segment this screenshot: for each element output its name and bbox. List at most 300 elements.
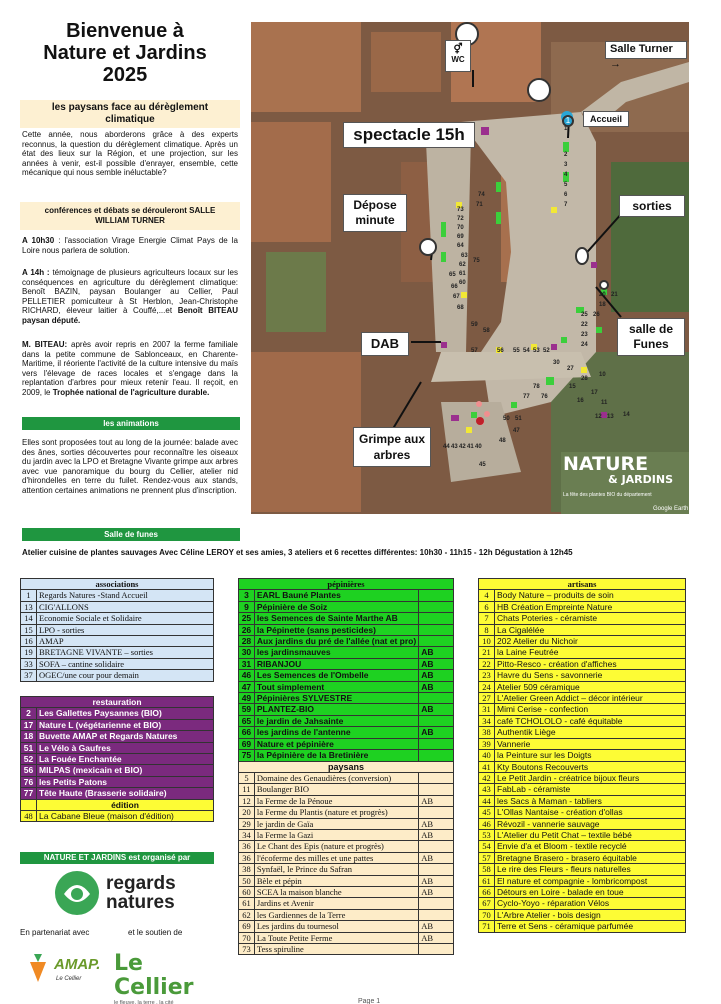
stand-number: 6 bbox=[479, 601, 495, 612]
stand-name: les Semences de Sainte Marthe AB bbox=[254, 613, 418, 624]
artisans-row bbox=[479, 864, 686, 875]
stand-number: 34 bbox=[239, 829, 255, 840]
paysans-row bbox=[239, 818, 454, 829]
stand-number: 17 bbox=[21, 719, 37, 730]
stand-number: 69 bbox=[239, 738, 255, 749]
map-stand-number: 27 bbox=[567, 366, 574, 372]
map-stand-number: 53 bbox=[533, 348, 540, 354]
organise-par: NATURE ET JARDINS est organisé par bbox=[20, 852, 214, 864]
map-stand-number: 5 bbox=[564, 182, 568, 188]
associations-row bbox=[21, 590, 214, 601]
label-ab: AB bbox=[419, 852, 454, 863]
paysans-row bbox=[239, 909, 454, 920]
stand-number: 73 bbox=[239, 944, 255, 955]
text-10h30: : l'association Virage Energie Climat Pays de la Loire nous parlera de solution. bbox=[22, 236, 238, 255]
stand-name: Envie d'a et Bloom - textile recyclé bbox=[495, 841, 686, 852]
stand-name: Body Nature – produits de soin bbox=[495, 590, 686, 601]
stand-name: L'Ollas Nantaise - création d'ollas bbox=[495, 807, 686, 818]
time-14h: A 14h : bbox=[22, 268, 50, 277]
pepinieres-row bbox=[239, 647, 454, 658]
stand-number: 62 bbox=[239, 909, 255, 920]
stand-number: 41 bbox=[479, 761, 495, 772]
map-stand-number: 62 bbox=[459, 262, 466, 268]
stand-name: la Peinture sur les Doigts bbox=[495, 750, 686, 761]
edition-row bbox=[21, 811, 214, 822]
stand-name: les Gardiennes de la Terre bbox=[254, 909, 418, 920]
artisans-row bbox=[479, 841, 686, 852]
stand-number: 54 bbox=[479, 841, 495, 852]
stand-number: 70 bbox=[239, 932, 255, 943]
artisans-row bbox=[479, 738, 686, 749]
restauration-row bbox=[21, 788, 214, 799]
map-stand-number: 42 bbox=[459, 444, 466, 450]
stand-name: Vannerie bbox=[495, 738, 686, 749]
stand-number: 16 bbox=[21, 636, 37, 647]
stand-name: Aux jardins du pré de l'allée (nat et pro) bbox=[254, 636, 418, 647]
artisans-row bbox=[479, 784, 686, 795]
stand-name: FabLab - céramiste bbox=[495, 784, 686, 795]
artisans-row bbox=[479, 886, 686, 897]
label-ab: AB bbox=[419, 932, 454, 943]
stand-name: Jardins et Avenir bbox=[254, 898, 418, 909]
accueil-label: Accueil bbox=[583, 111, 629, 127]
associations-heading: associations bbox=[21, 579, 214, 590]
map-stand-number: 63 bbox=[461, 253, 468, 259]
stand-number: 43 bbox=[479, 784, 495, 795]
associations-row bbox=[21, 636, 214, 647]
pepinieres-row bbox=[239, 693, 454, 704]
associations-row bbox=[21, 624, 214, 635]
stand-number: 18 bbox=[21, 731, 37, 742]
sorties-label: sorties bbox=[619, 195, 685, 217]
stand-number: 25 bbox=[239, 613, 255, 624]
paysans-row bbox=[239, 944, 454, 955]
restauration-row bbox=[21, 719, 214, 730]
stand-name: RIBANJOU bbox=[254, 658, 418, 669]
stand-name: El nature et compagnie - lombricompost bbox=[495, 875, 686, 886]
associations-table bbox=[20, 578, 214, 682]
artisans-row bbox=[479, 624, 686, 635]
artisans-row bbox=[479, 852, 686, 863]
stand-name: AMAP bbox=[37, 636, 214, 647]
label-ab: AB bbox=[419, 658, 454, 669]
stand-name: CIG'ALLONS bbox=[37, 601, 214, 612]
map-stand-number: 61 bbox=[459, 271, 466, 277]
stand-name: Havre du Sens - savonnerie bbox=[495, 670, 686, 681]
stand-name: Regards Natures -Stand Accueil bbox=[37, 590, 214, 601]
artisans-row bbox=[479, 807, 686, 818]
map-stand-number: 65 bbox=[449, 272, 456, 278]
salle-turner-text: Salle Turner bbox=[610, 43, 673, 55]
label-ab bbox=[419, 613, 454, 624]
artisans-block bbox=[478, 578, 686, 933]
map-stand-number: 57 bbox=[471, 348, 478, 354]
stand-name: la Ferme du Plantis (nature et progrès) bbox=[254, 807, 418, 818]
stand-number: 67 bbox=[479, 898, 495, 909]
stand-number: 5 bbox=[239, 772, 255, 783]
artisans-row bbox=[479, 829, 686, 840]
stand-number: 34 bbox=[479, 715, 495, 726]
label-ab bbox=[419, 898, 454, 909]
stand-number: 36 bbox=[239, 841, 255, 852]
stand-number: 52 bbox=[21, 754, 37, 765]
map-stand-number: 60 bbox=[459, 280, 466, 286]
paysans-row bbox=[239, 795, 454, 806]
artisans-row bbox=[479, 875, 686, 886]
map-stand-number: 54 bbox=[523, 348, 530, 354]
label-ab bbox=[419, 693, 454, 704]
paysans-heading: paysans bbox=[239, 761, 454, 772]
stand-number: 60 bbox=[239, 886, 255, 897]
stand-number: 8 bbox=[479, 624, 495, 635]
stand-number: 66 bbox=[479, 886, 495, 897]
stand-name: l'écoferme des milles et une pattes bbox=[254, 852, 418, 863]
stand-number: 38 bbox=[239, 864, 255, 875]
map-stand-number: 78 bbox=[533, 384, 540, 390]
stand-number: 71 bbox=[479, 921, 495, 932]
stand-number: 47 bbox=[239, 681, 255, 692]
restauration-row bbox=[21, 754, 214, 765]
page-title bbox=[20, 20, 230, 86]
stand-number: 27 bbox=[479, 693, 495, 704]
stand-name: le jardin de Gaïa bbox=[254, 818, 418, 829]
paysans-row bbox=[239, 852, 454, 863]
carrot-icon bbox=[24, 950, 54, 984]
stand-name: SOFA – cantine solidaire bbox=[37, 658, 214, 669]
stand-number: 46 bbox=[479, 818, 495, 829]
text-14h: témoignage de plusieurs agriculteurs locaux sur les conséquences en agriculture du dérèglement climatique: Benoît BAZIN, paysan Boulanger au Cellier, Paul PELLETIER pomiculteur à St Herblon, Jean-Christophe RICHARD, éleveur laitier à Couffé,...et bbox=[22, 268, 238, 316]
map-stand-number: 68 bbox=[457, 305, 464, 311]
pepinieres-row bbox=[239, 636, 454, 647]
stand-name: Mimi Cerise - confection bbox=[495, 704, 686, 715]
animations-heading: les animations bbox=[22, 417, 240, 430]
paysans-row bbox=[239, 875, 454, 886]
grimpe-label: Grimpe aux arbres bbox=[353, 427, 431, 467]
map-stand-number: 47 bbox=[513, 428, 520, 434]
natures-word: natures bbox=[106, 892, 175, 913]
map-stand-number: 16 bbox=[577, 398, 584, 404]
depose-label: Dépose minute bbox=[343, 194, 407, 232]
artisans-row bbox=[479, 601, 686, 612]
stand-name: Pépinière de Soiz bbox=[254, 601, 418, 612]
stand-number: 1 bbox=[21, 590, 37, 601]
restauration-heading: restauration bbox=[21, 697, 214, 708]
atelier-line: Atelier cuisine de plantes sauvages Avec Céline LEROY et ses amies, 3 ateliers et 6 recettes différentes: 10h30 - 11h15 - 12h Dégustation à 12h45 bbox=[22, 548, 573, 557]
nature-jardins-logo bbox=[563, 454, 687, 512]
stand-name: 202 Atelier du Nichoir bbox=[495, 636, 686, 647]
associations-row bbox=[21, 658, 214, 669]
stand-number: 14 bbox=[21, 613, 37, 624]
label-ab bbox=[419, 750, 454, 761]
google-earth-credit: Google Earth bbox=[653, 506, 689, 512]
stand-name: La Cabane Bleue (maison d'édition) bbox=[37, 811, 214, 822]
label-ab: AB bbox=[419, 727, 454, 738]
stand-name: BRETAGNE VIVANTE – sorties bbox=[37, 647, 214, 658]
label-ab bbox=[419, 841, 454, 852]
artisans-row bbox=[479, 818, 686, 829]
stand-name: la Pépinette (sans pesticides) bbox=[254, 624, 418, 635]
artisans-row bbox=[479, 704, 686, 715]
stand-name: Chats Poteries - céramiste bbox=[495, 613, 686, 624]
le-cellier-logo bbox=[114, 951, 218, 1004]
stand-name: OGEC/une cour pour demain bbox=[37, 670, 214, 681]
label-ab bbox=[419, 738, 454, 749]
paysans-row bbox=[239, 784, 454, 795]
stand-name: L'Atelier Green Addict – décor intérieur bbox=[495, 693, 686, 704]
stand-number: 49 bbox=[239, 693, 255, 704]
stand-number: 76 bbox=[21, 776, 37, 787]
pepinieres-row bbox=[239, 601, 454, 612]
pepinieres-block bbox=[238, 578, 454, 955]
stand-number: 7 bbox=[479, 613, 495, 624]
label-ab bbox=[419, 772, 454, 783]
map-stand-number: 73 bbox=[457, 207, 464, 213]
conference-heading: conférences et débats se dérouleront SALLE WILLIAM TURNER bbox=[20, 202, 240, 230]
stand-name: HB Création Empreinte Nature bbox=[495, 601, 686, 612]
salle-funes-label: salle de Funes bbox=[617, 318, 685, 356]
stand-name: la Ferme la Gazi bbox=[254, 829, 418, 840]
stand-number: 45 bbox=[479, 807, 495, 818]
stand-name: la Ferme de la Pénoue bbox=[254, 795, 418, 806]
biteau-name: M. BITEAU: bbox=[22, 340, 68, 349]
map-stand-number: 48 bbox=[499, 438, 506, 444]
label-ab bbox=[419, 944, 454, 955]
label-ab: AB bbox=[419, 829, 454, 840]
stand-name: Tess spiruline bbox=[254, 944, 418, 955]
stand-name: L'Atelier du Petit Chat – textile bébé bbox=[495, 829, 686, 840]
paysans-row bbox=[239, 898, 454, 909]
stand-number: 53 bbox=[479, 829, 495, 840]
label-ab: AB bbox=[419, 795, 454, 806]
stand-name: Le rire des Fleurs - fleurs naturelles bbox=[495, 864, 686, 875]
le-cellier-subtext: le fleuve, la terre , la cité bbox=[114, 1000, 174, 1004]
paysans-row bbox=[239, 772, 454, 783]
artisans-row bbox=[479, 795, 686, 806]
stand-name: Le Chant des Epis (nature et progrès) bbox=[254, 841, 418, 852]
map-stand-number: 45 bbox=[479, 462, 486, 468]
stand-name: La Cigalélée bbox=[495, 624, 686, 635]
map-stand-number: 23 bbox=[581, 332, 588, 338]
stand-name: MILPAS (mexicain et BIO) bbox=[37, 765, 214, 776]
stand-number: 13 bbox=[21, 601, 37, 612]
associations-row bbox=[21, 647, 214, 658]
stand-name: Pitto-Resco - création d'affiches bbox=[495, 658, 686, 669]
label-ab: AB bbox=[419, 704, 454, 715]
stand-name: la Pépinière de la Bretinière bbox=[254, 750, 418, 761]
map-marker-depose bbox=[419, 238, 437, 256]
artisans-row bbox=[479, 636, 686, 647]
label-ab bbox=[419, 601, 454, 612]
stand-number: 22 bbox=[479, 658, 495, 669]
stand-number: 9 bbox=[239, 601, 255, 612]
map-stand-number: 1 bbox=[564, 126, 568, 132]
map-marker-funes bbox=[599, 280, 609, 290]
stand-name: LPO - sorties bbox=[37, 624, 214, 635]
stand-number: 3 bbox=[239, 590, 255, 601]
map-stand-number: 7 bbox=[564, 202, 568, 208]
label-ab bbox=[419, 807, 454, 818]
map-stand-number: 30 bbox=[553, 360, 560, 366]
stand-number: 46 bbox=[239, 670, 255, 681]
restauration-row bbox=[21, 742, 214, 753]
stand-name: Le Vélo à Gaufres bbox=[37, 742, 214, 753]
artisans-row bbox=[479, 909, 686, 920]
label-ab bbox=[419, 715, 454, 726]
stand-name: La Toute Petite Ferme bbox=[254, 932, 418, 943]
map-stand-number: 25 bbox=[581, 312, 588, 318]
paysans-row bbox=[239, 829, 454, 840]
pepinieres-row bbox=[239, 613, 454, 624]
artisans-row bbox=[479, 681, 686, 692]
regards-natures-logo bbox=[54, 868, 194, 920]
map-stand-number: 58 bbox=[483, 328, 490, 334]
map-stand-number: 64 bbox=[457, 243, 464, 249]
stand-name: Terre et Sens - céramique parfumée bbox=[495, 921, 686, 932]
label-ab: AB bbox=[419, 921, 454, 932]
artisans-row bbox=[479, 761, 686, 772]
map-stand-number: 14 bbox=[623, 412, 630, 418]
pepinieres-row bbox=[239, 715, 454, 726]
stand-number: 70 bbox=[479, 909, 495, 920]
map-stand-number: 18 bbox=[599, 302, 606, 308]
map-stand-number: 21 bbox=[611, 292, 618, 298]
stand-name: les Petits Patons bbox=[37, 776, 214, 787]
map-stand-number: 22 bbox=[581, 322, 588, 328]
pepinieres-row bbox=[239, 681, 454, 692]
stand-name: PLANTEZ-BIO bbox=[254, 704, 418, 715]
map-stand-number: 10 bbox=[599, 372, 606, 378]
salle-turner-label bbox=[605, 41, 687, 70]
artisans-table bbox=[478, 578, 686, 933]
associations-row bbox=[21, 670, 214, 681]
map-stand-number: 43 bbox=[451, 444, 458, 450]
artisans-row bbox=[479, 772, 686, 783]
paysans-row bbox=[239, 932, 454, 943]
map-stand-number: 71 bbox=[476, 202, 483, 208]
stand-number: 21 bbox=[479, 647, 495, 658]
label-ab bbox=[419, 590, 454, 601]
stand-name: Tête Haute (Brasserie solidaire) bbox=[37, 788, 214, 799]
regards-word: regards bbox=[106, 873, 176, 894]
stand-name: Les jardins du tournesol bbox=[254, 921, 418, 932]
stand-name: café TCHOLOLO - café équitable bbox=[495, 715, 686, 726]
stand-number: 48 bbox=[21, 811, 37, 822]
logo-tagline: La fête des plantes BIO du département bbox=[563, 492, 652, 498]
stand-number: 61 bbox=[479, 875, 495, 886]
label-ab: AB bbox=[419, 875, 454, 886]
dab-label: DAB bbox=[361, 332, 409, 356]
stand-number: 56 bbox=[21, 765, 37, 776]
logo-jardins-text: & JARDINS bbox=[608, 473, 673, 486]
pepinieres-heading: pépinières bbox=[239, 579, 454, 590]
stand-number: 36 bbox=[239, 852, 255, 863]
paysans-row bbox=[239, 864, 454, 875]
map-stand-number: 40 bbox=[475, 444, 482, 450]
label-ab: AB bbox=[419, 647, 454, 658]
pepinieres-row bbox=[239, 658, 454, 669]
page-number: Page 1 bbox=[358, 998, 381, 1004]
stand-number: 31 bbox=[239, 658, 255, 669]
stand-name: La Fouée Enchantée bbox=[37, 754, 214, 765]
artisans-row bbox=[479, 647, 686, 658]
stand-number: 11 bbox=[239, 784, 255, 795]
stand-number: 59 bbox=[239, 704, 255, 715]
stand-number: 24 bbox=[479, 681, 495, 692]
paysans-row bbox=[239, 841, 454, 852]
stand-name: Economie Sociale et Solidaire bbox=[37, 613, 214, 624]
stand-name: le jardin de Jahsainte bbox=[254, 715, 418, 726]
map-stand-number: 6 bbox=[564, 192, 568, 198]
stand-number: 38 bbox=[479, 727, 495, 738]
map-stand-number: 17 bbox=[591, 390, 598, 396]
artisans-row bbox=[479, 715, 686, 726]
pepinieres-row bbox=[239, 670, 454, 681]
restauration-row bbox=[21, 765, 214, 776]
stand-number: 77 bbox=[21, 788, 37, 799]
amap-subtext: Le Cellier bbox=[56, 976, 82, 982]
stand-name: Le Petit Jardin - créatrice bijoux fleurs bbox=[495, 772, 686, 783]
stand-name: SCEA la maison blanche bbox=[254, 886, 418, 897]
label-ab bbox=[419, 909, 454, 920]
stand-number: 10 bbox=[479, 636, 495, 647]
title-line-1: Bienvenue à bbox=[66, 20, 184, 42]
regards-natures-icon bbox=[54, 870, 100, 916]
site-map bbox=[251, 22, 689, 514]
stand-number: 33 bbox=[21, 658, 37, 669]
arrow-right-icon: → bbox=[610, 58, 621, 70]
stand-number: 75 bbox=[239, 750, 255, 761]
paysans-row bbox=[239, 886, 454, 897]
map-stand-number: 75 bbox=[473, 258, 480, 264]
map-stand-number: 2 bbox=[564, 152, 568, 158]
stand-name: Les Semences de l'Ombelle bbox=[254, 670, 418, 681]
stand-number: 50 bbox=[239, 875, 255, 886]
associations-block bbox=[20, 578, 214, 682]
animations-text: Elles sont proposées tout au long de la journée: balade avec des ânes, sorties découvertes pour reconnaître les oiseaux du jardin avec la LPO et Bretagne Vivante grimpe aux arbres avec vue panoramique du bourg du Cellier, atelier nid d'hirondelles en terre du fuilet. Rendez-vous aux stands, attention certaines animations ne prennent plus d'inscription. bbox=[22, 438, 238, 495]
stand-number: 4 bbox=[479, 590, 495, 601]
regards-text bbox=[106, 874, 176, 912]
map-stand-number: 4 bbox=[564, 172, 568, 178]
pepinieres-row bbox=[239, 750, 454, 761]
map-stand-number: 20 bbox=[599, 292, 606, 298]
map-stand-number: 67 bbox=[453, 294, 460, 300]
stand-number: 30 bbox=[239, 647, 255, 658]
artisans-row bbox=[479, 590, 686, 601]
map-stand-number: 41 bbox=[467, 444, 474, 450]
map-stand-number: 26 bbox=[593, 312, 600, 318]
stand-number: 57 bbox=[479, 852, 495, 863]
stand-name: Domaine des Genaudières (conversion) bbox=[254, 772, 418, 783]
stand-number: 58 bbox=[479, 864, 495, 875]
stand-number: 31 bbox=[479, 704, 495, 715]
stand-number: 2 bbox=[21, 708, 37, 719]
map-marker-accueil: 1 bbox=[562, 115, 574, 127]
artisans-row bbox=[479, 658, 686, 669]
artisans-row bbox=[479, 670, 686, 681]
stand-number: 15 bbox=[21, 624, 37, 635]
stand-number: 42 bbox=[479, 772, 495, 783]
pepinieres-table bbox=[238, 578, 454, 955]
restauration-row bbox=[21, 731, 214, 742]
stand-number: 37 bbox=[21, 670, 37, 681]
map-background bbox=[251, 22, 689, 514]
biteau-bold: Trophée national de l'agriculture durable. bbox=[52, 387, 210, 397]
wc-text: WC bbox=[451, 55, 465, 64]
label-ab: AB bbox=[419, 670, 454, 681]
artisans-heading: artisans bbox=[479, 579, 686, 590]
paysans-row bbox=[239, 807, 454, 818]
stand-number: 40 bbox=[479, 750, 495, 761]
